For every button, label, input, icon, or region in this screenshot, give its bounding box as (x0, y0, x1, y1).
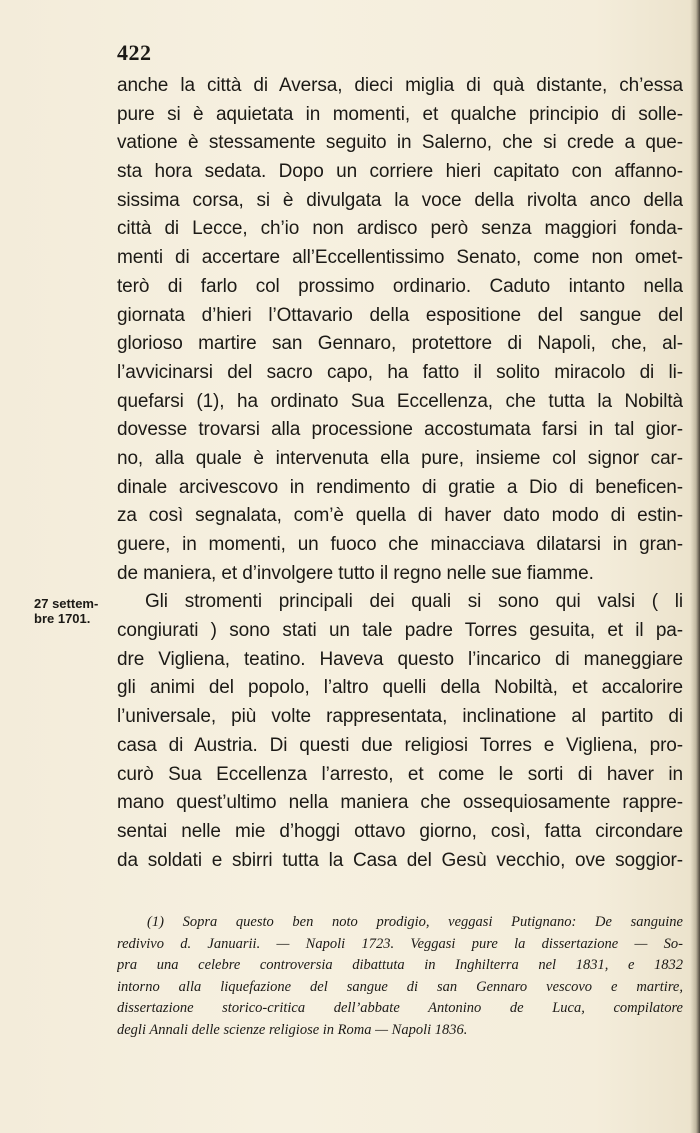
body-line: menti di accertare all’Eccellentissimo Senato, come non omet- (117, 247, 683, 269)
body-line: città di Lecce, ch’io non ardisco però senza maggiori fonda- (117, 218, 683, 240)
body-line: curò Sua Eccellenza l’arresto, et come le sorti di haver in (117, 763, 683, 785)
footnote-line: degli Annali delle scienze religiose in Roma — Napoli 1836. (117, 1021, 468, 1038)
footnote-line: intorno alla liquefazione del sangue di san Gennaro vescovo e martire, (117, 978, 683, 995)
body-line: casa di Austria. Di questi due religiosi Torres e Vigliena, pro- (117, 734, 683, 756)
body-line: vatione è stessamente seguito in Salerno, che si crede a que- (117, 132, 683, 154)
body-line: dovesse trovarsi alla processione accostumata farsi in tal gior- (117, 419, 683, 441)
marginal-date-note (34, 596, 104, 626)
body-line: giornata d’hieri l’Ottavario della espositione del sangue del (117, 304, 683, 326)
body-line: glorioso martire san Gennaro, protettore di Napoli, che, al- (117, 333, 683, 355)
page-number: 422 (117, 40, 152, 65)
footnote-line: (1) Sopra questo ben noto prodigio, veggasi Putignano: De sanguine (147, 914, 683, 930)
body-line: sta hora sedata. Dopo un corriere hieri capitato con affanno- (117, 161, 683, 183)
body-text (117, 72, 683, 875)
body-line: guere, in momenti, un fuoco che minacciava dilatarsi in gran- (117, 534, 683, 555)
body-line: sissima corsa, si è divulgata la voce della rivolta anco della (117, 189, 683, 211)
body-line: dinale arcivescovo in rendimento di gratie a Dio di beneficen- (117, 476, 683, 498)
body-line: terò di farlo col prossimo ordinario. Caduto intanto nella (117, 275, 683, 297)
body-line: pure si è aquietata in momenti, et qualche principio di solle- (117, 103, 683, 125)
body-line: dre Vigliena, teatino. Haveva questo l’incarico di maneggiare (117, 648, 683, 670)
body-line: Gli stromenti principali dei quali si sono qui valsi ( li (145, 591, 683, 613)
page-edge-shadow (690, 0, 700, 1133)
body-line: gli animi del popolo, l’altro quelli della Nobiltà, et accalorire (117, 677, 683, 699)
footnote (117, 912, 683, 1041)
marginal-note-line: bre 1701. (34, 611, 91, 626)
body-line: anche la città di Aversa, dieci miglia di quà distante, ch’essa (117, 75, 683, 96)
marginal-note-line: 27 settem- (34, 596, 99, 611)
footnote-line: redivivo d. Januarii. — Napoli 1723. Veggasi pure la dissertazione — So- (117, 935, 683, 952)
body-line: sentai nelle mie d’hoggi ottavo giorno, così, fatta circondare (117, 820, 683, 842)
body-line: congiurati ) sono stati un tale padre Torres gesuita, et il pa- (117, 620, 683, 642)
body-line: l’universale, più volte rappresentata, inclinatione al partito di (117, 706, 683, 728)
body-line: no, alla quale è intervenuta ella pure, insieme col signor car- (117, 447, 683, 469)
body-line: quefarsi (1), ha ordinato Sua Eccellenza, che tutta la Nobiltà (117, 390, 683, 412)
footnote-line: dissertazione storico-critica dell’abbate Antonino de Luca, compilatore (117, 1000, 683, 1016)
body-line: mano quest’ultimo nella maniera che ossequiosamente rappre- (117, 792, 683, 814)
body-line: da soldati e sbirri tutta la Casa del Gesù vecchio, ove soggior- (117, 849, 683, 871)
body-line: za così segnalata, com’è quella di haver dato modo di estin- (117, 505, 683, 527)
body-line: de maniera, et d’involgere tutto il regno nelle sue fiamme. (117, 562, 594, 584)
footnote-line: pra una celebre controversia dibattuta in Inghilterra nel 1831, e 1832 (117, 957, 683, 973)
body-line: l’avvicinarsi del sacro capo, ha fatto il solito miracolo di li- (117, 361, 683, 383)
